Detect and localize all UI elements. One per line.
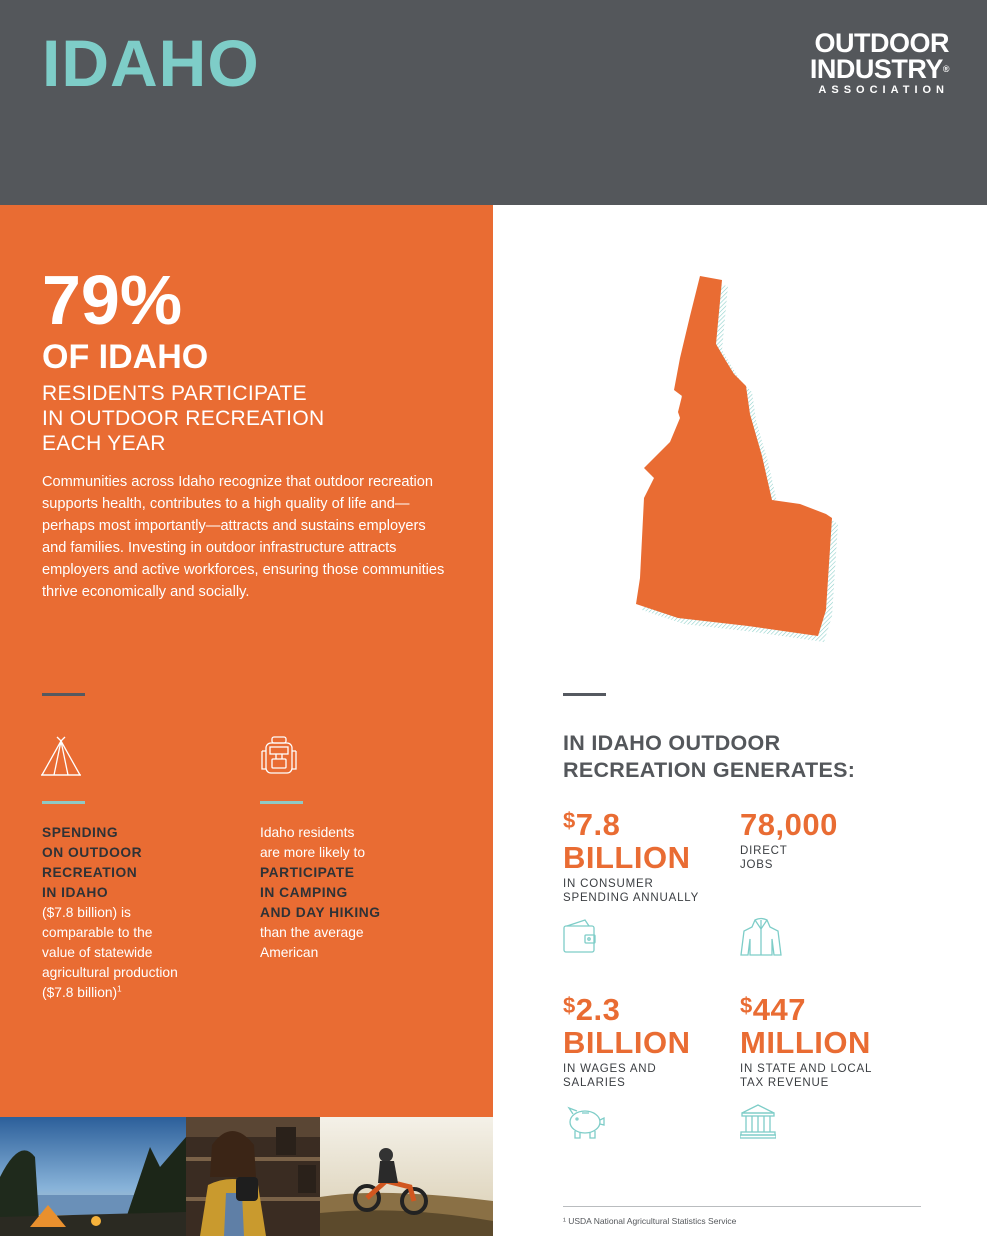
fact-bold-line: IN CAMPING: [260, 885, 348, 900]
fact-participation: [260, 823, 460, 963]
intro-panel: [0, 205, 493, 1117]
stat-caption: [563, 1062, 733, 1090]
stat-prefix: $: [740, 993, 753, 1018]
participation-percent: 79%: [42, 261, 183, 339]
caption-line: IN CONSUMER: [563, 878, 654, 890]
stat-value: [563, 808, 733, 841]
fact-bold-line: SPENDING: [42, 825, 119, 840]
jacket-icon: [740, 917, 782, 957]
section-divider: [42, 693, 85, 696]
fact-spending: [42, 823, 222, 1003]
stat-unit: BILLION: [563, 840, 691, 875]
wallet-icon: [563, 918, 597, 954]
fact-bold-line: IN IDAHO: [42, 885, 109, 900]
caption-line: SPENDING ANNUALLY: [563, 892, 700, 904]
fact-bold-line: PARTICIPATE: [260, 865, 355, 880]
stat-number: 2.3: [575, 992, 621, 1027]
fact-line: are more likely to: [260, 845, 366, 860]
intro-headline: [42, 381, 472, 456]
fact-bold-line: ON OUTDOOR: [42, 845, 143, 860]
stat-prefix: $: [563, 808, 576, 833]
backpack-icon: [258, 735, 300, 777]
intro-body: Communities across Idaho recognize that outdoor recreation supports health, contributes to a high quality of life and—perhaps most importantly—attracts and sustains employers and families. Investing in outdoor infrastructure attracts employers and active workforces, ensuring those communities thrive economically and socially.: [42, 474, 445, 600]
photo-lakeside-camp: [0, 1117, 186, 1236]
header-bar: [0, 0, 987, 205]
stat-number: 447: [752, 992, 806, 1027]
caption-line: TAX REVENUE: [740, 1077, 830, 1089]
fact-line-with-footnote: [42, 983, 222, 1003]
fact-bold-line: RECREATION: [42, 865, 138, 880]
fact-line: ($7.8 billion): [42, 985, 118, 1000]
stat-value: [563, 993, 733, 1026]
fact-line: value of statewide: [42, 945, 153, 960]
logo-line-2-text: INDUSTRY: [809, 54, 943, 84]
of-state-label: OF IDAHO: [42, 338, 209, 376]
stat-prefix: $: [563, 993, 576, 1018]
fact-divider: [260, 801, 303, 804]
oia-logo: [810, 30, 949, 96]
caption-line: JOBS: [740, 859, 774, 871]
fact-line: comparable to the: [42, 925, 153, 940]
fact-divider: [42, 801, 85, 804]
fact-line: than the average: [260, 925, 364, 940]
stat-tax-revenue: [740, 993, 930, 1090]
heading-line: IN IDAHO OUTDOOR: [563, 731, 781, 755]
caption-line: SALARIES: [563, 1077, 626, 1089]
idaho-map-icon: [628, 272, 858, 648]
photo-boot-shopping: [186, 1117, 320, 1236]
photo-dirt-bike: [320, 1117, 493, 1236]
stat-caption: [740, 1062, 930, 1090]
heading-line: RECREATION GENERATES:: [563, 758, 856, 782]
stat-direct-jobs: [740, 808, 920, 872]
stat-caption: [563, 877, 733, 905]
headline-line: RESIDENTS PARTICIPATE: [42, 382, 307, 405]
section-divider: [563, 693, 606, 696]
fact-line: Idaho residents: [260, 825, 355, 840]
caption-line: DIRECT: [740, 845, 788, 857]
stat-number: 7.8: [575, 807, 621, 842]
stat-caption: [740, 844, 920, 872]
caption-line: IN STATE AND LOCAL: [740, 1063, 873, 1075]
piggy-bank-icon: [563, 1102, 605, 1140]
stat-unit: MILLION: [740, 1025, 871, 1060]
generates-heading: [563, 730, 943, 784]
logo-line-3: ASSOCIATION: [818, 84, 949, 96]
fact-line: agricultural production: [42, 965, 178, 980]
footnote-mark: 1: [117, 984, 122, 994]
capitol-building-icon: [740, 1103, 776, 1139]
tent-icon: [40, 735, 82, 777]
fact-line: ($7.8 billion) is: [42, 905, 131, 920]
footnote-divider: [563, 1206, 921, 1207]
stat-wages: [563, 993, 733, 1090]
fact-line: American: [260, 945, 319, 960]
headline-line: IN OUTDOOR RECREATION: [42, 407, 325, 430]
stat-value: [740, 993, 930, 1026]
caption-line: IN WAGES AND: [563, 1063, 657, 1075]
stat-unit: BILLION: [563, 1025, 691, 1060]
logo-line-2: [810, 56, 949, 82]
footnote: ¹ USDA National Agricultural Statistics Service: [563, 1216, 737, 1226]
registered-mark: ®: [942, 64, 949, 74]
stat-consumer-spending: [563, 808, 733, 905]
headline-line: EACH YEAR: [42, 432, 166, 455]
logo-line-1: OUTDOOR: [814, 28, 949, 58]
state-title: IDAHO: [42, 26, 260, 100]
stat-value: 78,000: [740, 807, 838, 842]
fact-bold-line: AND DAY HIKING: [260, 905, 381, 920]
